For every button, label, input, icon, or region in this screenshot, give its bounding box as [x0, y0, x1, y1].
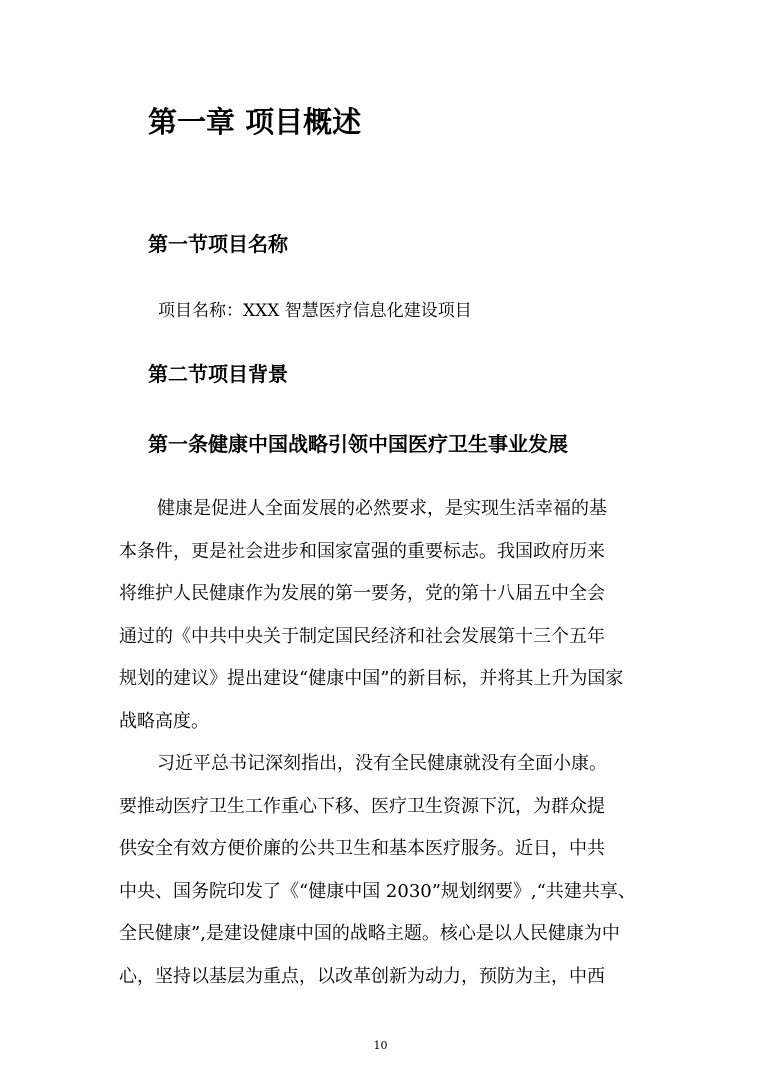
paragraph-line: 将维护人民健康作为发展的第一要务，党的第十八届五中全会	[119, 583, 605, 604]
paragraph-line: 战略高度。	[119, 710, 209, 732]
paragraph-line: 健康是促进人全面发展的必然要求，是实现生活幸福的基	[157, 498, 607, 519]
paragraph-line: 供安全有效方便价廉的公共卫生和基本医疗服务。近日，中共	[119, 838, 605, 859]
paragraph-line: 要推动医疗卫生工作重心下移、医疗卫生资源下沉，为群众提	[119, 795, 605, 817]
paragraph-line: 本条件，更是社会进步和国家富强的重要标志。我国政府历来	[119, 540, 605, 562]
page-number: 10	[373, 1039, 388, 1052]
chapter-title: 第一章 项目概述	[148, 105, 362, 139]
section-title-project-background: 第二节项目背景	[148, 362, 288, 386]
section-title-project-name: 第一节项目名称	[148, 232, 288, 256]
paragraph-line: 规划的建议》提出建设“健康中国”的新目标，并将其上升为国家	[119, 668, 624, 689]
paragraph-line: 中央、国务院印发了《“健康中国 2030”规划纲要》,“共建共享、	[119, 880, 636, 902]
article-title: 第一条健康中国战略引领中国医疗卫生事业发展	[148, 432, 568, 456]
paragraph-line: 通过的《中共中央关于制定国民经济和社会发展第十三个五年	[119, 625, 605, 647]
project-name-text: 项目名称：XXX 智慧医疗信息化建设项目	[158, 301, 472, 321]
paragraph-health-strategy	[119, 488, 647, 743]
paragraph-line: 习近平总书记深刻指出，没有全民健康就没有全面小康。	[157, 753, 607, 774]
paragraph-xi-statement	[119, 743, 647, 998]
paragraph-line: 心，坚持以基层为重点，以改革创新为动力，预防为主，中西	[119, 965, 605, 987]
paragraph-line: 全民健康”,是建设健康中国的战略主题。核心是以人民健康为中	[119, 923, 620, 944]
